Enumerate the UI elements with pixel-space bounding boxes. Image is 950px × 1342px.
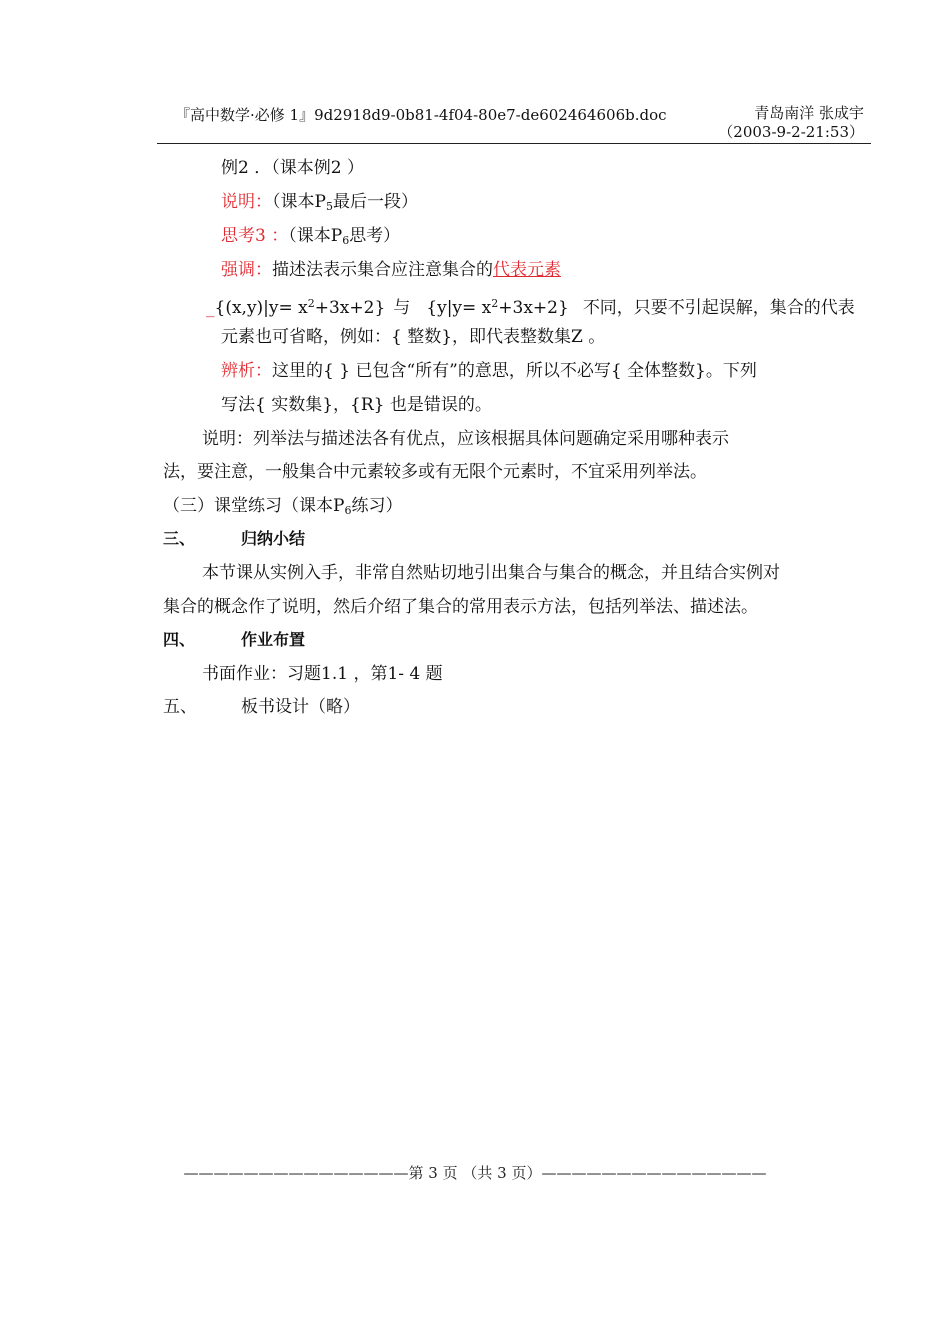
section-3-number: 三、 <box>163 529 196 548</box>
header-author: 青岛南洋 张成宇 <box>754 104 864 122</box>
practice <box>163 494 402 523</box>
analysis-line2: 写法{ 实数集}，{R} 也是错误的。 <box>221 395 492 415</box>
set-and: 与 <box>393 298 411 318</box>
emphasis-label: 强调： <box>221 260 272 280</box>
section-5-heading <box>163 695 360 719</box>
think-3 <box>221 224 400 253</box>
think-3-sub: 6 <box>342 234 350 247</box>
set-b-pre: {y|y= x <box>426 298 492 318</box>
section-5-number: 五、 <box>163 697 197 717</box>
set-comparison <box>206 292 855 320</box>
set-b-sup: 2 <box>491 297 499 310</box>
section-3-heading <box>163 527 305 551</box>
summary-line1: 本节课从实例入手，非常自然贴切地引出集合与集合的概念，并且结合实例对 <box>202 563 780 583</box>
note-1-post: 最后一段） <box>332 192 418 212</box>
section-4-heading <box>163 628 305 652</box>
section-3-title: 归纳小结 <box>241 529 306 548</box>
set-comparison-line2: 元素也可省略，例如：{ 整数}，即代表整数集Z 。 <box>221 327 606 347</box>
set-tail: 不同，只要不引起误解，集合的代表 <box>582 298 855 318</box>
section-4-number: 四、 <box>163 630 196 649</box>
practice-sub: 6 <box>344 504 352 517</box>
set-b-post: +3x+2} <box>498 298 569 318</box>
example-2: 例2 ．（课本例2 ） <box>221 158 364 178</box>
set-a-pre: {(x,y)|y= x <box>214 298 308 318</box>
practice-pre: （三）课堂练习（课本P <box>163 496 345 516</box>
section-4-title: 作业布置 <box>241 630 306 649</box>
summary-line2: 集合的概念作了说明，然后介绍了集合的常用表示方法，包括列举法、描述法。 <box>163 597 758 617</box>
explain-line1: 说明：列举法与描述法各有优点，应该根据具体问题确定采用哪种表示 <box>202 429 729 449</box>
header-doc-title: 『高中数学·必修 1』9d2918d9-0b81-4f04-80e7-de602464606b.doc <box>175 106 667 124</box>
analysis-label: 辨析： <box>221 361 272 381</box>
note-1-sub: 5 <box>325 200 333 213</box>
header-date: （2003-9-2-21:53） <box>718 123 864 141</box>
set-marker: _ <box>206 298 215 318</box>
emphasis-link[interactable]: 代表元素 <box>493 260 561 280</box>
analysis <box>221 359 757 383</box>
note-1-label: 说明： <box>221 192 272 212</box>
analysis-text: 这里的{ } 已包含“所有”的意思，所以不必写{ 全体整数}。下列 <box>272 361 757 381</box>
note-1-pre: （课本P <box>272 192 326 212</box>
homework: 书面作业：习题1.1 ，第1- 4 题 <box>202 664 443 684</box>
emphasis <box>221 258 561 282</box>
note-1 <box>221 190 418 219</box>
set-a-sup: 2 <box>307 297 315 310</box>
practice-post: 练习） <box>351 496 403 516</box>
think-3-pre: （课本P <box>288 226 343 246</box>
set-a-post: +3x+2} <box>314 298 386 318</box>
header-rule <box>157 143 871 144</box>
header-author-block <box>718 104 864 142</box>
explain-line2: 法，要注意，一般集合中元素较多或有无限个元素时，不宜采用列举法。 <box>163 462 707 482</box>
emphasis-text: 描述法表示集合应注意集合的 <box>272 260 493 280</box>
think-3-post: 思考） <box>349 226 401 246</box>
section-5-title: 板书设计（略） <box>241 697 360 717</box>
page-footer: ———————————————第 3 页 （共 3 页）——————————————— <box>183 1164 767 1182</box>
think-3-label: 思考3 ： <box>221 226 289 246</box>
